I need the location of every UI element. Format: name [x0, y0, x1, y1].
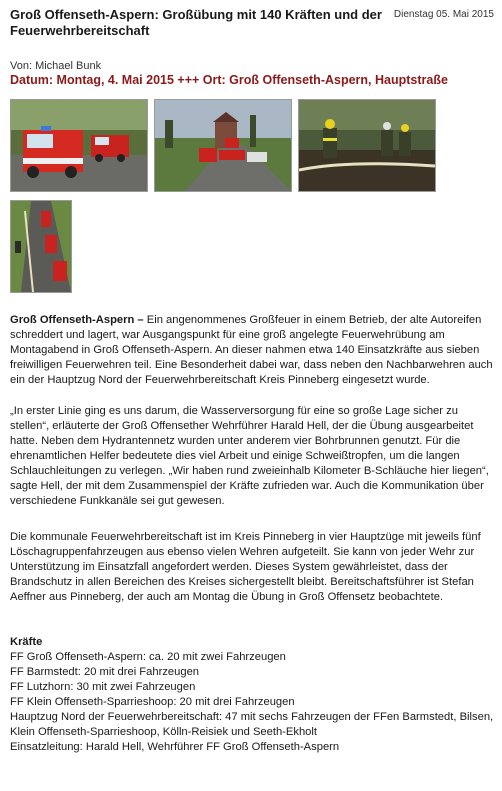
article-author: Von: Michael Bunk	[10, 60, 102, 72]
article-title: Groß Offenseth-Aspern: Großübung mit 140 Kräften und der Feuerwehrbereitschaft	[10, 7, 382, 38]
kraefte-heading: Kräfte	[10, 636, 43, 648]
kraefte-line: FF Barmstedt: 20 mit drei Fahrzeugen	[10, 666, 200, 678]
kraefte-line: FF Groß Offenseth-Aspern: ca. 20 mit zwei Fahrzeugen	[10, 651, 286, 663]
firefighters-field-photo[interactable]	[298, 99, 436, 192]
article-paragraph	[10, 313, 495, 388]
kraefte-line: FF Lutzhorn: 30 mit zwei Fahrzeugen	[10, 681, 196, 693]
kraefte-line: FF Klein Offenseth-Sparrieshoop: 20 mit drei Fahrzeugen	[10, 696, 295, 708]
article-paragraph: „In erster Linie ging es uns darum, die Wasserversorgung für eine so große Lage sicher zu stellen“, erläuterte der Groß Offensether Wehrführer Harald Hell, der die Übung ausgearbeitet hatte. Neben dem Hydrantennetz wurden unter anderem vier Bohrbrunnen genutzt. Für die ehrenamtlichen Helfer bedeutete dies viel Arbeit und einige Schweißtropfen, um die langen Schlauchleitungen zu verlegen. „Wir haben rund zweieinhalb Kilometer B-Schläuche hier liegen“, sagte Hell, der mit dem Zusammenspiel der Kräfte zufrieden war. Auch die Kommunikation über verschiedene Funkkanäle sei gut gewesen.	[10, 405, 489, 507]
kraefte-section	[10, 635, 495, 755]
article-paragraph: Die kommunale Feuerwehrbereitschaft ist im Kreis Pinneberg in vier Hauptzüge mit jeweils fünf Löschagruppenfahrzeugen aus ebenso vielen Wehren aufgeteilt. Sie kann von jeder Wehr zur Unterstützung im Einsatzfall angefordert werden. Dieses System gewährleistet, dass der Brandschutz in allen Bereichen des Kreises sichergestellt bleibt. Bereitschaftsführer ist Stefan Aeffner aus Pinneberg, der auch am Montag die Übung in Groß Offensetz beobachtete.	[10, 531, 481, 603]
paragraph-body: Ein angenommenes Großfeuer in einem Betrieb, der alte Autoreifen schreddert und lagert, war Ausgangspunkt für eine groß angelegte Feuerwehrübung am Montagabend in Groß Offenseth-Aspern. An dieser nahmen etwa 140 Einsatzkräfte aus sieben freiwilligen Feuerwehren teil. Eine Besonderheit dabei war, dass neben den Nachbarwehren auch ein der Hauptzug Nord der Feuerwehrbereitschaft Kreis Pinneberg eingesetzt wurde.	[10, 314, 493, 386]
kraefte-line: Einsatzleitung: Harald Hell, Wehrführer FF Groß Offenseth-Aspern	[10, 741, 340, 753]
hose-road-photo[interactable]	[10, 200, 72, 293]
paragraph-lead: Groß Offenseth-Aspern –	[10, 314, 144, 326]
article-dateline: Datum: Montag, 4. Mai 2015 +++ Ort: Groß Offenseth-Aspern, Hauptstraße	[10, 73, 448, 87]
road-vehicles-photo[interactable]	[154, 99, 292, 192]
fire-truck-photo[interactable]	[10, 99, 148, 192]
kraefte-line: Hauptzug Nord der Feuerwehrbereitschaft: 47 mit sechs Fahrzeugen der FFen Barmstedt, Bilsen, Klein Offenseth-Sparrieshoop, Kölln-Reisiek und Seeth-Ekholt	[10, 711, 494, 738]
article-date: Dienstag 05. Mai 2015	[393, 9, 494, 20]
